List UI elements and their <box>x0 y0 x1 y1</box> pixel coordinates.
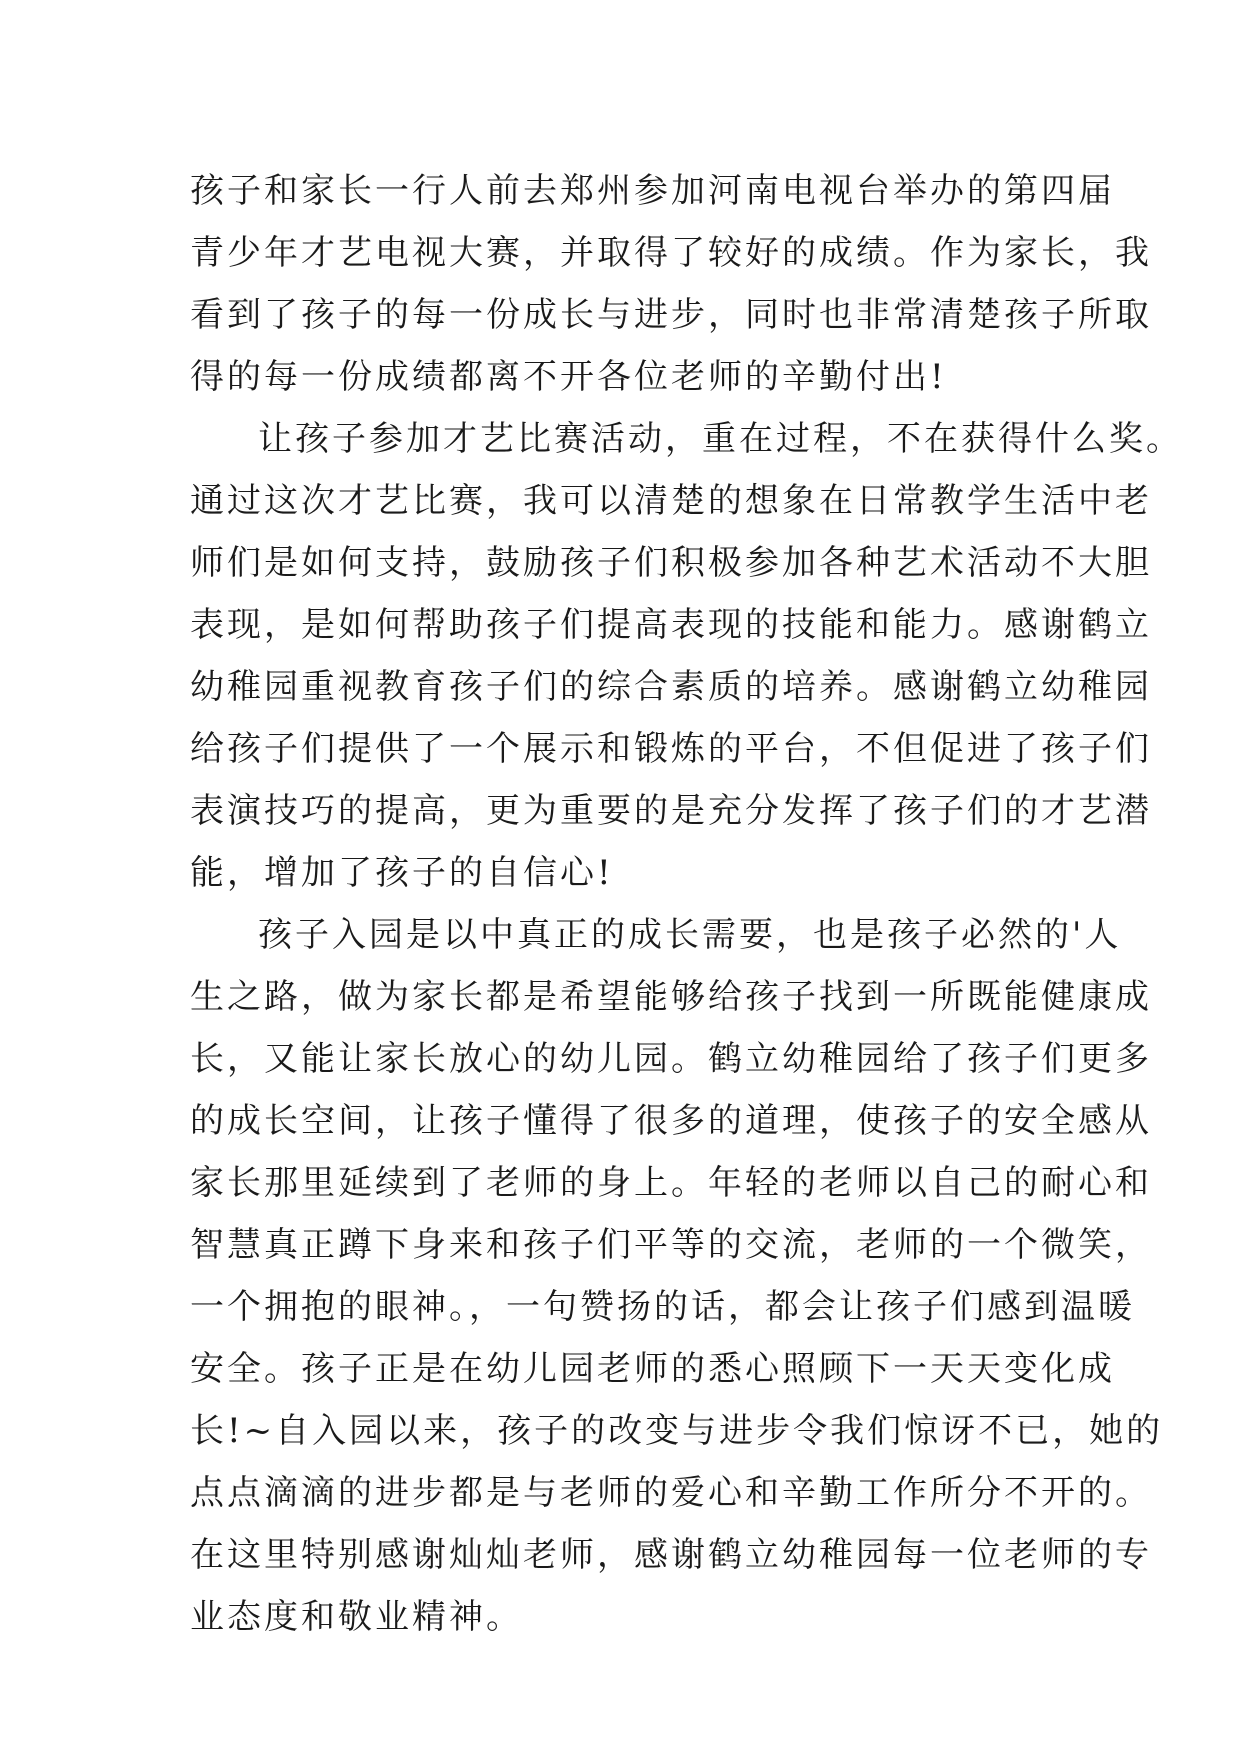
text-line: 看到了孩子的每一份成长与进步，同时也非常清楚孩子所取 <box>190 295 1152 335</box>
text-line: 幼稚园重视教育孩子们的综合素质的培养。感谢鹤立幼稚园 <box>190 667 1152 707</box>
document-body <box>190 160 1183 1648</box>
text-line: 业态度和敬业精神。 <box>190 1597 523 1637</box>
text-line: 师们是如何支持，鼓励孩子们积极参加各种艺术活动不大胆 <box>190 543 1152 583</box>
text-line: 孩子和家长一行人前去郑州参加河南电视台举办的第四届 <box>190 171 1115 211</box>
text-line: 生之路，做为家长都是希望能够给孩子找到一所既能健康成 <box>190 977 1152 1017</box>
text-line: 孩子入园是以中真正的成长需要，也是孩子必然的'人 <box>258 915 1122 955</box>
paragraph-3 <box>190 904 1164 1648</box>
text-line: 在这里特别感谢灿灿老师，感谢鹤立幼稚园每一位老师的专 <box>190 1535 1152 1575</box>
text-line: 一个拥抱的眼神。，一句赞扬的话，都会让孩子们感到温暖 <box>190 1287 1135 1327</box>
text-line: 青少年才艺电视大赛，并取得了较好的成绩。作为家长，我 <box>190 233 1152 273</box>
text-line: 长，又能让家长放心的幼儿园。鹤立幼稚园给了孩子们更多 <box>190 1039 1152 1079</box>
text-line: 表现，是如何帮助孩子们提高表现的技能和能力。感谢鹤立 <box>190 605 1152 645</box>
text-line: 长!~自入园以来，孩子的改变与进步令我们惊讶不已，她的 <box>190 1411 1164 1451</box>
text-line: 的成长空间，让孩子懂得了很多的道理，使孩子的安全感从 <box>190 1101 1152 1141</box>
text-line: 表演技巧的提高，更为重要的是充分发挥了孩子们的才艺潜 <box>190 791 1152 831</box>
text-line: 安全。孩子正是在幼儿园老师的悉心照顾下一天天变化成 <box>190 1349 1115 1389</box>
text-line: 通过这次才艺比赛，我可以清楚的想象在日常教学生活中老 <box>190 481 1152 521</box>
text-line: 得的每一份成绩都离不开各位老师的辛勤付出! <box>190 357 947 397</box>
text-line: 智慧真正蹲下身来和孩子们平等的交流，老师的一个微笑， <box>190 1225 1152 1265</box>
paragraph-2 <box>190 408 1183 904</box>
text-line: 家长那里延续到了老师的身上。年轻的老师以自己的耐心和 <box>190 1163 1152 1203</box>
text-line: 给孩子们提供了一个展示和锻炼的平台，不但促进了孩子们 <box>190 729 1152 769</box>
text-line: 能，增加了孩子的自信心! <box>190 853 614 893</box>
text-line: 让孩子参加才艺比赛活动，重在过程，不在获得什么奖。 <box>258 419 1183 459</box>
text-line: 点点滴滴的进步都是与老师的爱心和辛勤工作所分不开的。 <box>190 1473 1152 1513</box>
paragraph-1 <box>190 160 1152 408</box>
